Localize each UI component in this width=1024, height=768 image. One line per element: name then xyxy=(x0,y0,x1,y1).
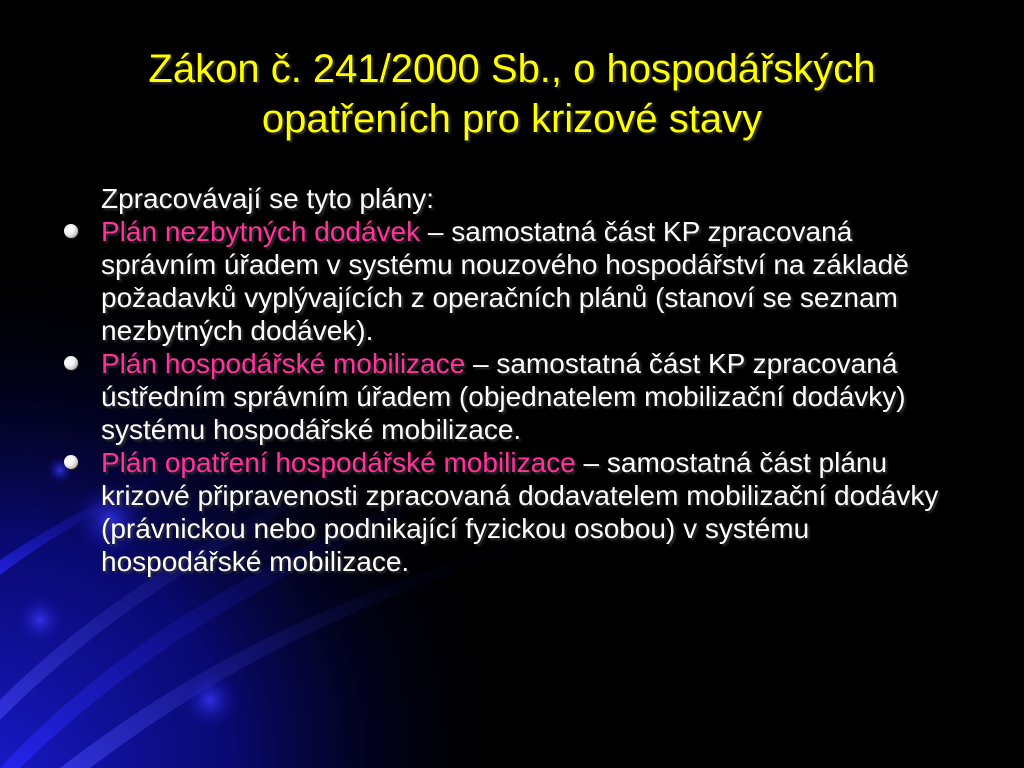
plan-term: Plán nezbytných dodávek xyxy=(101,216,421,247)
bullet-sphere-icon xyxy=(64,356,78,370)
light-orb xyxy=(14,594,66,646)
bullet-sphere-icon xyxy=(64,455,78,469)
slide-title xyxy=(40,44,984,144)
title-line-2: opatřeních pro krizové stavy xyxy=(261,97,763,141)
plan-description: – samostatná část KP zpracovaná ústředním správním úřadem (objednatelem mobilizační dodávky) systému hospodářské mobilizace. xyxy=(101,348,906,445)
light-orb xyxy=(180,670,240,730)
list-item xyxy=(60,347,960,446)
plan-list xyxy=(60,215,960,578)
intro-text: Zpracovávají se tyto plány: xyxy=(101,183,435,214)
title-line-1: Zákon č. 241/2000 Sb., o hospodářských xyxy=(148,47,876,91)
plan-description: – samostatná část plánu krizové připravenosti zpracovaná dodavatelem mobilizační dodávky (právnickou nebo podnikající fyzickou osobou) v systému hospodářské mobilizace. xyxy=(101,447,939,577)
bullet-sphere-icon xyxy=(64,224,78,238)
plan-term: Plán hospodářské mobilizace xyxy=(101,348,466,379)
plan-term: Plán opatření hospodářské mobilizace xyxy=(101,447,576,478)
list-item xyxy=(60,446,960,578)
plan-description: – samostatná část KP zpracovaná správním úřadem v systému nouzového hospodářství na základě požadavků vyplývajících z operačních plánů (stanoví se seznam nezbytných dodávek). xyxy=(101,216,909,346)
slide-body xyxy=(60,182,960,578)
list-item xyxy=(60,215,960,347)
